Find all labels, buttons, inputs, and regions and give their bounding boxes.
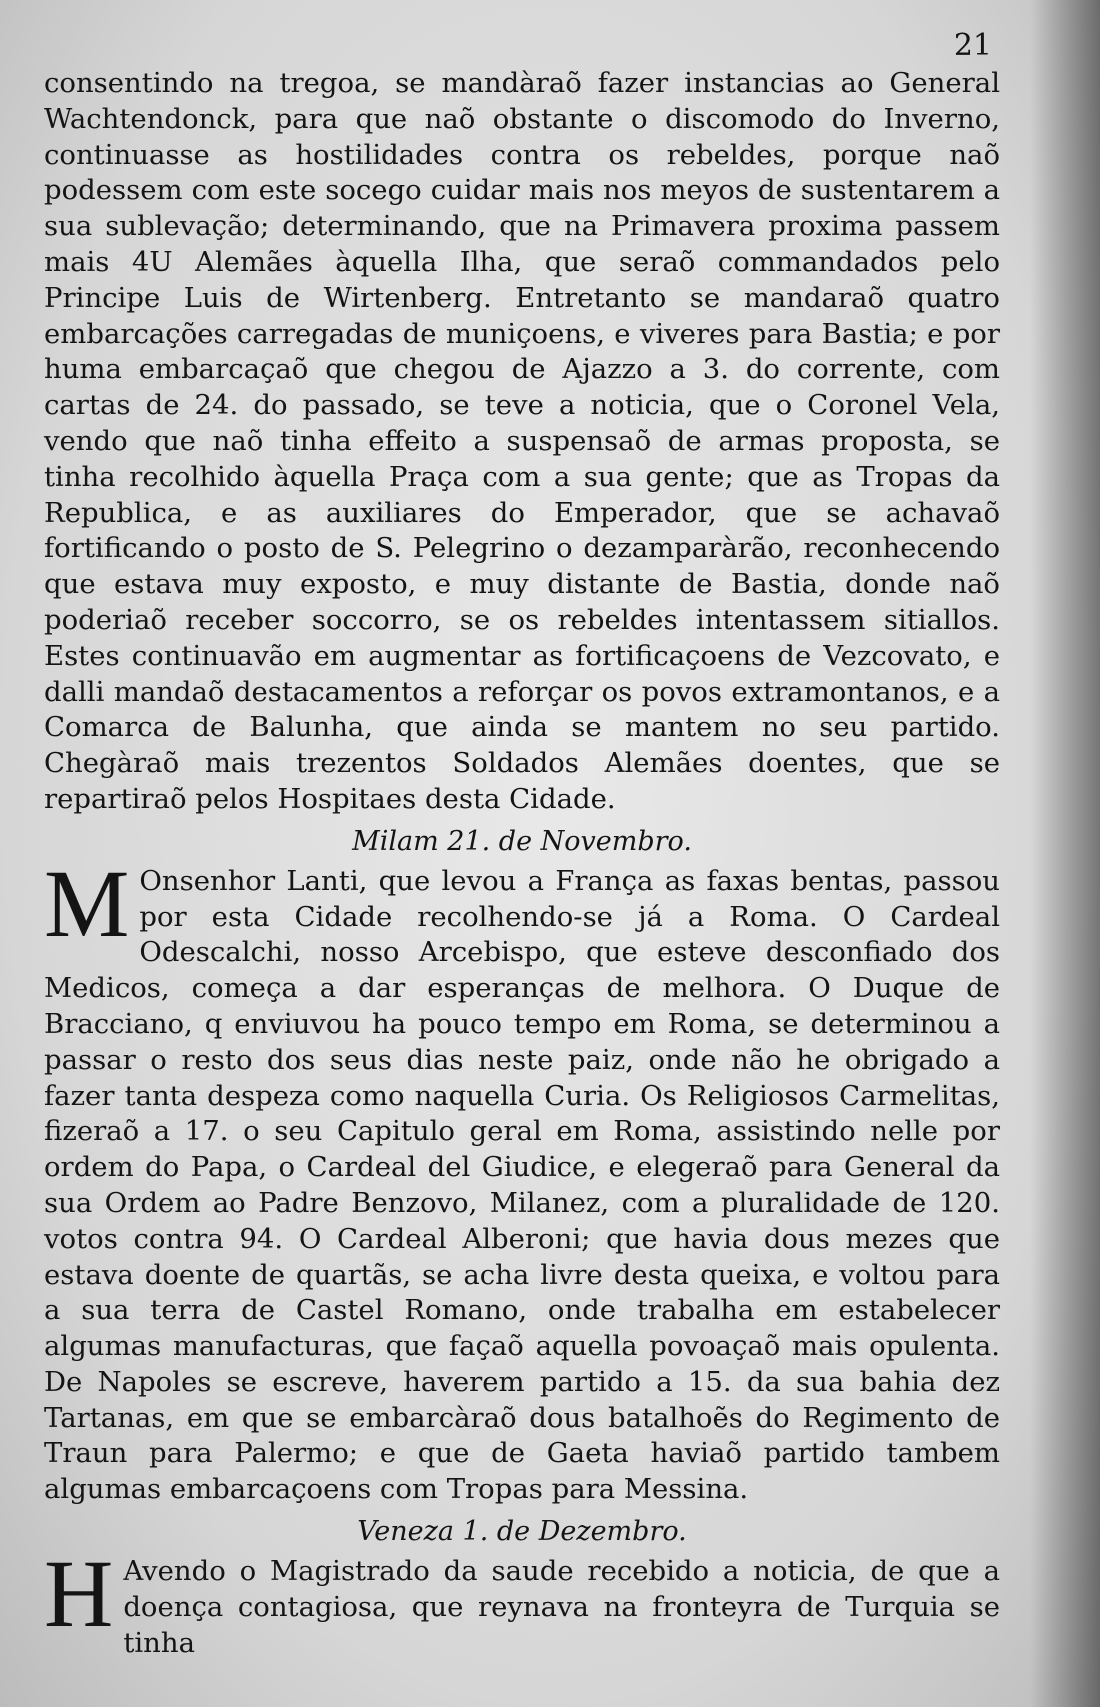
article-text-milan: Onsenhor Lanti, que levou a França as faxas bentas, passou por esta Cidade recolhendo-se já a Roma. O Cardeal Odescalchi, nosso Arcebispo, que esteve desconfiado dos Medicos, começa a dar esperanças de melhora. O Duque de Bracciano, q enviuvou ha pouco tempo em Roma, se determinou a passar o resto dos seus dias neste paiz, onde não he obrigado a fazer tanta despeza como naquella Curia. Os Religiosos Carmelitas, fizeraõ a 17. o seu Capitulo geral em Roma, assistindo nelle por ordem do Papa, o Cardeal del Giudice, e elegeraõ para General da sua Ordem ao Padre Benzovo, Milanez, com a pluralidade de 120. votos contra 94. O Cardeal Alberoni; que havia dous mezes que estava doente de quartãs, se acha livre desta queixa, e voltou para a sua terra de Castel Romano, onde trabalha em estabelecer algumas manufacturas, que façaõ aquella povoaçaõ mais opulenta. De Napoles se escreve, haverem partido a 15. da sua bahia dez Tartanas, em que se embarcàraõ dous batalhoẽs do Regimento de Traun para Palermo; e que de Gaeta haviaõ partido tambem algumas embarcaçoens com Tropas para Messina. [44,864,1000,1506]
page-number: 21 [953,28,992,63]
dateline-venice: Veneza 1. de Dezembro. [357,1516,687,1548]
article-paragraph-venice [44,1540,1000,1661]
dropcap-h: H [44,1540,114,1648]
article-paragraph-opening: consentindo na tregoa, se mandàraõ fazer instancias ao General Wachtendonck, para que naõ obstante o discomodo do Inverno, continuasse as hostilidades contra os rebeldes, porque naõ podessem com este socego cuidar mais nos meyos de sustentarem a sua sublevação; determinando, que na Primavera proxima passem mais 4U Alemães àquella Ilha, que seraõ commandados pelo Principe Luis de Wirtenberg. Entretanto se mandaraõ quatro embarcações carregadas de muniçoens, e viveres para Bastia; e por huma embarcaçaõ que chegou de Ajazzo a 3. do corrente, com cartas de 24. do passado, se teve a noticia, que o Coronel Vela, vendo que naõ tinha effeito a suspensaõ de armas proposta, se tinha recolhido àquella Praça com a sua gente; que as Tropas da Republica, e as auxiliares do Emperador, que se achavaõ fortificando o posto de S. Pelegrino o dezamparàrão, reconhecendo que estava muy exposto, e muy distante de Bastia, donde naõ poderiaõ receber soccorro, se os rebeldes intentassem sitiallos. Estes continuavão em augmentar as fortificaçoens de Vezcovato, e dalli mandaõ destacamentos a reforçar os povos extramontanos, e a Comarca de Balunha, que ainda se mantem no seu partido. Chegàraõ mais trezentos Soldados Alemães doentes, que se repartiraõ pelos Hospitaes desta Cidade. [44,67,1000,815]
dateline-milan: Milam 21. de Novembro. [352,825,692,857]
page-edge-shadow [1030,0,1100,1707]
dropcap-m: M [44,849,130,957]
article-text-venice: Avendo o Magistrado da saude recebido a noticia, de que a doença contagiosa, que reynava na fronteyra de Turquia se tinha [123,1555,1000,1659]
article-paragraph-milan [44,849,1000,1508]
